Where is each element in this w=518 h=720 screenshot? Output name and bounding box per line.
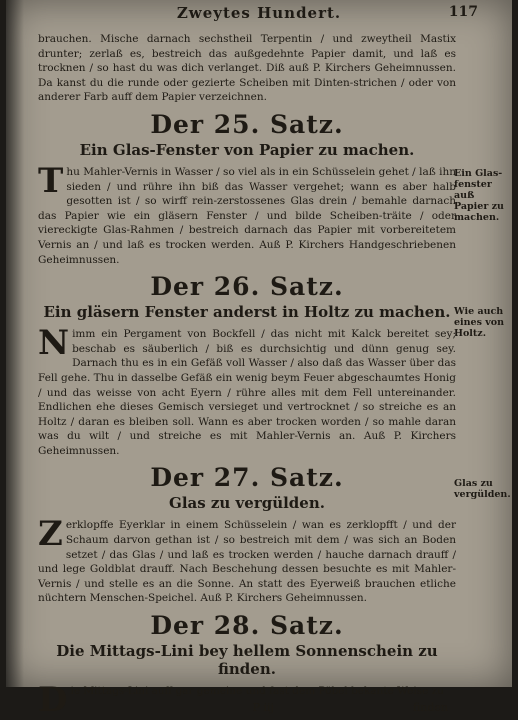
running-head: Zweytes Hundert. <box>176 4 342 22</box>
drop-cap: Z <box>38 514 63 555</box>
drop-cap: D <box>38 680 68 720</box>
catchword: finden <box>412 700 448 714</box>
section-27-body <box>38 514 456 606</box>
section-26-text: imm ein Pergament von Bockfell / das nicht mit Kalck bereitet sey; beschab es säuberlich / biß es durchsichtig und dünn genug sey. Darnach thu es in ein Gefäß voll Wasser / also daß das Wasser über das Fell gehe. Thu in dasselbe Gefäß ein wenig beym Feuer abgeschaumtes Honig / und das weisse von acht Eyern / rühre alles mit dem Fell untereinander. Endlichen ehe dieses Gemisch versieget und vertrocknet / so streiche es an Holtz / daran es bleiben soll. Wann es aber trocken worden / so mahle daran was du wilt / und streiche es mit Mahler-Vernis an. Auß P. Kirchers Geheimnussen. <box>38 328 456 457</box>
section-27-title: Glas zu vergülden. <box>169 494 325 513</box>
book-page <box>6 0 512 720</box>
section-27-text: erklopffe Eyerklar in einem Schüsselein / wan es zerklopfft / und der Schaum darvon gethan ist / so bestreich mit dem / was sich an Boden setzet / das Glas / und laß es trocken werden / hauche darnach drauff / und lege Goldblat drauff. Nach Beschehung dessen besuchte es mit Mahler-Vernis / und stelle es an die Sonne. An statt des Eyerweiß brauchen etliche nüchtern Menschen-Speichel. Auß P. Kirchers Geheimnussen. <box>38 519 456 605</box>
section-26-title: Ein gläsern Fenster anderst in Holtz zu machen. <box>43 303 451 322</box>
margin-note-25: Ein Glas-fenster auß Papier zu machen. <box>454 168 504 223</box>
section-25-heading: Der 25. Satz. <box>150 109 344 139</box>
section-25-body <box>38 160 456 267</box>
intro-paragraph: brauchen. Mische darnach sechstheil Terpentin / und zweytheil Mastix drunter; zerlaß es, bestreich das außgedehnte Papier damit, und laß es trocknen / so hast du was dich verlanget. Diß auß P. Kirchers Geheimnussen. Da kanst du die runde oder gezierte Scheiben mit Dinten-strichen / oder von anderer Farb auff dem Papier verzeichnen. <box>38 33 456 104</box>
margin-note-27: Glas zu vergülden. <box>454 478 511 500</box>
page-body <box>38 32 456 719</box>
section-28-text: ie Mittags-Lini auff gar gemeine und fast dem Pöbel bekante Weise zu <box>70 685 444 698</box>
signature-mark: P iij <box>252 700 274 714</box>
section-28-heading: Der 28. Satz. <box>150 611 344 641</box>
page-header <box>6 4 512 26</box>
section-26-body <box>38 323 456 458</box>
drop-cap: N <box>38 323 70 364</box>
binding-shadow <box>6 0 24 687</box>
section-25-title: Ein Glas-Fenster von Papier zu machen. <box>79 140 415 159</box>
page-number: 117 <box>448 4 478 20</box>
section-25-text: hu Mahler-Vernis in Wasser / so viel als in ein Schüsselein gehet / laß ihn sieden / und rühre ihn biß das Wasser vergehet; wann es aber halb gesotten ist / so wirff rein-zerstossenes Glas drein / bemahle darnach das Papier wie ein gläsern Fenster / und bilde Scheiben-träite / oder viereckigte Glas-Rahmen / bestreich darnach das Papier mit vorbereitetem Vernis an / und laß es trocken werden. Auß P. Kirchers Handgeschriebenen Geheimnussen. <box>38 165 456 266</box>
section-28-title: Die Mittags-Lini bey hellem Sonnenschein zu finden. <box>56 642 438 679</box>
section-27-heading: Der 27. Satz. <box>150 463 344 493</box>
drop-cap: T <box>38 160 64 201</box>
margin-note-26: Wie auch eines von Holtz. <box>454 306 505 339</box>
section-26-heading: Der 26. Satz. <box>150 272 344 302</box>
